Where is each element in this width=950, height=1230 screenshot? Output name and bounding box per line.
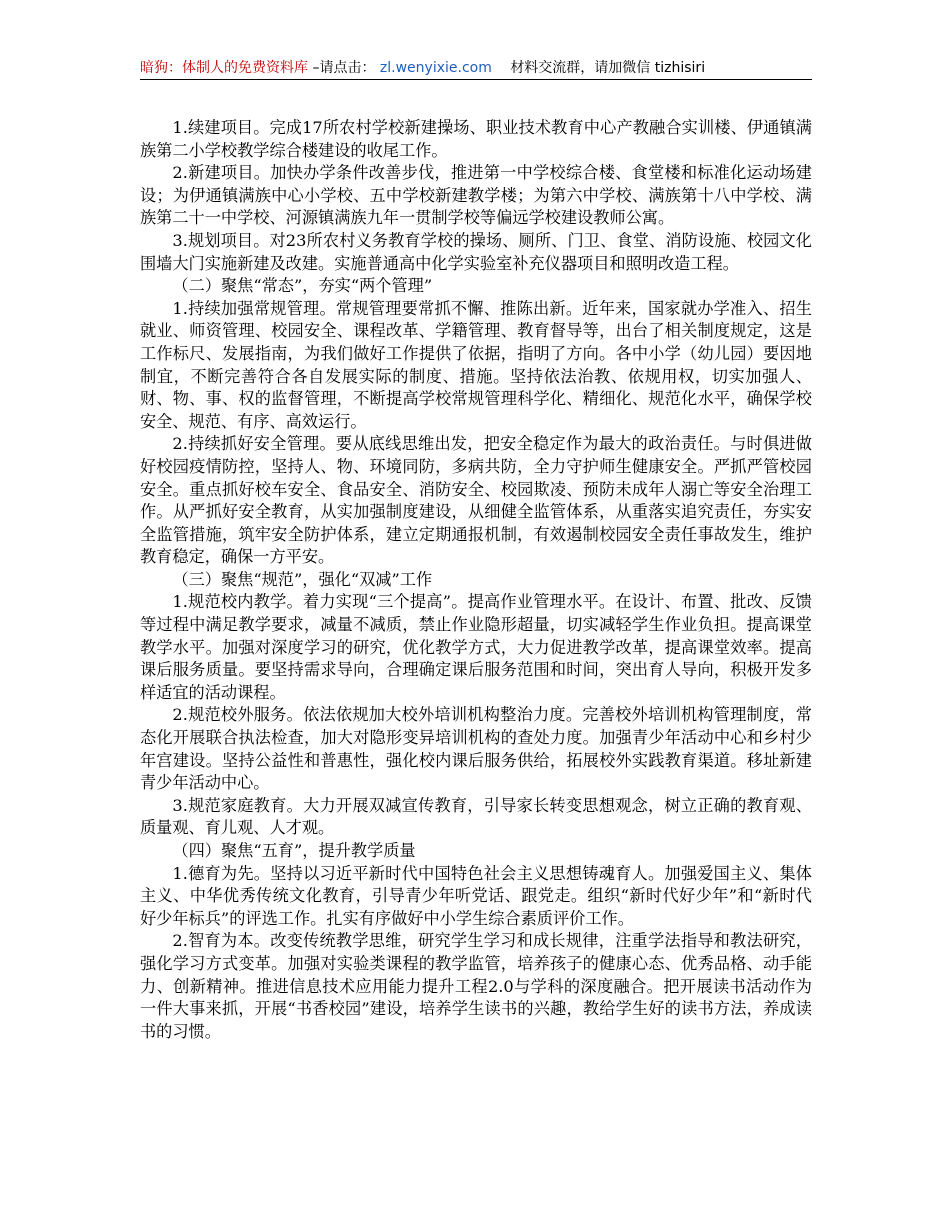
section-heading-3: （三）聚焦“规范”，强化“双减”工作 — [172, 569, 433, 589]
paragraph-family-education: 3.规范家庭教育。大力开展双减宣传教育，引导家长转变思想观念，树立正确的教育观、质量观、育儿观、人才观。 — [140, 795, 812, 838]
paragraph-safety-management: 2.持续抓好安全管理。要从底线思维出发，把安全稳定作为最大的政治责任。与时俱进做好校园疫情防控，坚持人、物、环境同防，多病共防，全力守护师生健康安全。严抓严管校园安全。重点抓好校车安全、食品安全、消防安全、校园欺凌、预防未成年人溺亡等安全治理工作。从严抓好安全教育，从实加强制度建设，从细健全监管体系，从重落实追究责任，夯实安全监管措施，筑牢安全防护体系，建立定期通报机制，有效遏制校园安全责任事故发生，维护教育稳定，确保一方平安。 — [140, 434, 812, 567]
header-brand: 暗狗：体制人的免费资料库 — [140, 60, 308, 76]
header-link[interactable]: zl.wenyixie.com — [379, 60, 492, 76]
paragraph-routine-management: 1.持续加强常规管理。常规管理要常抓不懈、推陈出新。近年来，国家就办学准入、招生就业、师资管理、校园安全、课程改革、学籍管理、教育督导等，出台了相关制度规定，这是工作标尺、发展指南，为我们做好工作提供了依据，指明了方向。各中小学（幼儿园）要因地制宜，不断完善符合各自发展实际的制度、措施。坚持依法治教、依规用权，切实加强人、财、物、事、权的监督管理，不断提高学校常规管理科学化、精细化、规范化水平，确保学校安全、规范、有序、高效运行。 — [140, 298, 812, 431]
paragraph-off-campus-services: 2.规范校外服务。依法依规加大校外培训机构整治力度。完善校外培训机构管理制度，常态化开展联合执法检查，加大对隐形变异培训机构的查处力度。加强青少年活动中心和乡村少年宫建设。坚持公益性和普惠性，强化校内课后服务供给，拓展校外实践教育渠道。移址新建青少年活动中心。 — [140, 705, 812, 793]
header-divider — [140, 79, 812, 80]
section-heading-4: （四）聚焦“五育”，提升教学质量 — [172, 841, 416, 860]
paragraph-in-school-teaching: 1.规范校内教学。着力实现“三个提高”。提高作业管理水平。在设计、布置、批改、反馈等过程中满足教学要求，减量不减质，禁止作业隐形超量，切实减轻学生作业负担。提高课堂教学水平。加强对深度学习的研究，优化教学方式，大力促进教学改革，提高课堂效率。提高课后服务质量。要坚持需求导向，合理确定课后服务范围和时间，突出育人导向，积极开发多样适宜的活动课程。 — [140, 592, 812, 702]
header-prompt: –请点击： — [312, 60, 376, 76]
paragraph-planned-projects: 3.规划项目。对23所农村义务教育学校的操场、厕所、门卫、食堂、消防设施、校园文化围墙大门实施新建及改建。实施普通高中化学实验室补充仪器项目和照明改造工程。 — [140, 230, 812, 273]
paragraph-new-projects: 2.新建项目。加快办学条件改善步伐，推进第一中学校综合楼、食堂楼和标准化运动场建设；为伊通镇满族中心小学校、五中学校新建教学楼；为第六中学校、满族第十八中学校、满族第二十一中学校、河源镇满族九年一贯制学校等偏远学校建设教师公寓。 — [140, 163, 812, 228]
section-heading-2: （二）聚焦“常态”，夯实“两个管理” — [172, 276, 433, 296]
document-body — [140, 117, 812, 1043]
header-wechat: 材料交流群，请加微信 tizhisiri — [510, 60, 706, 76]
paragraph-continued-projects: 1.续建项目。完成17所农村学校新建操场、职业技术教育中心产教融合实训楼、伊通镇满族第二小学校教学综合楼建设的收尾工作。 — [140, 118, 812, 160]
paragraph-intellectual-education: 2.智育为本。改变传统教学思维，研究学生学习和成长规律，注重学法指导和教法研究，强化学习方式变革。加强对实验类课程的教学监管，培养孩子的健康心态、优秀品格、动手能力、创新精神。推进信息技术应用能力提升工程2.0与学科的深度融合。把开展读书活动作为一件大事来抓，开展“书香校园”建设，培养学生读书的兴趣，教给学生好的读书方法，养成读书的习惯。 — [140, 931, 812, 1041]
paragraph-moral-education: 1.德育为先。坚持以习近平新时代中国特色社会主义思想铸魂育人。加强爱国主义、集体主义、中华优秀传统文化教育，引导青少年听党话、跟党走。组织“新时代好少年”和“新时代好少年标兵”的评选工作。扎实有序做好中小学生综合素质评价工作。 — [140, 863, 812, 928]
